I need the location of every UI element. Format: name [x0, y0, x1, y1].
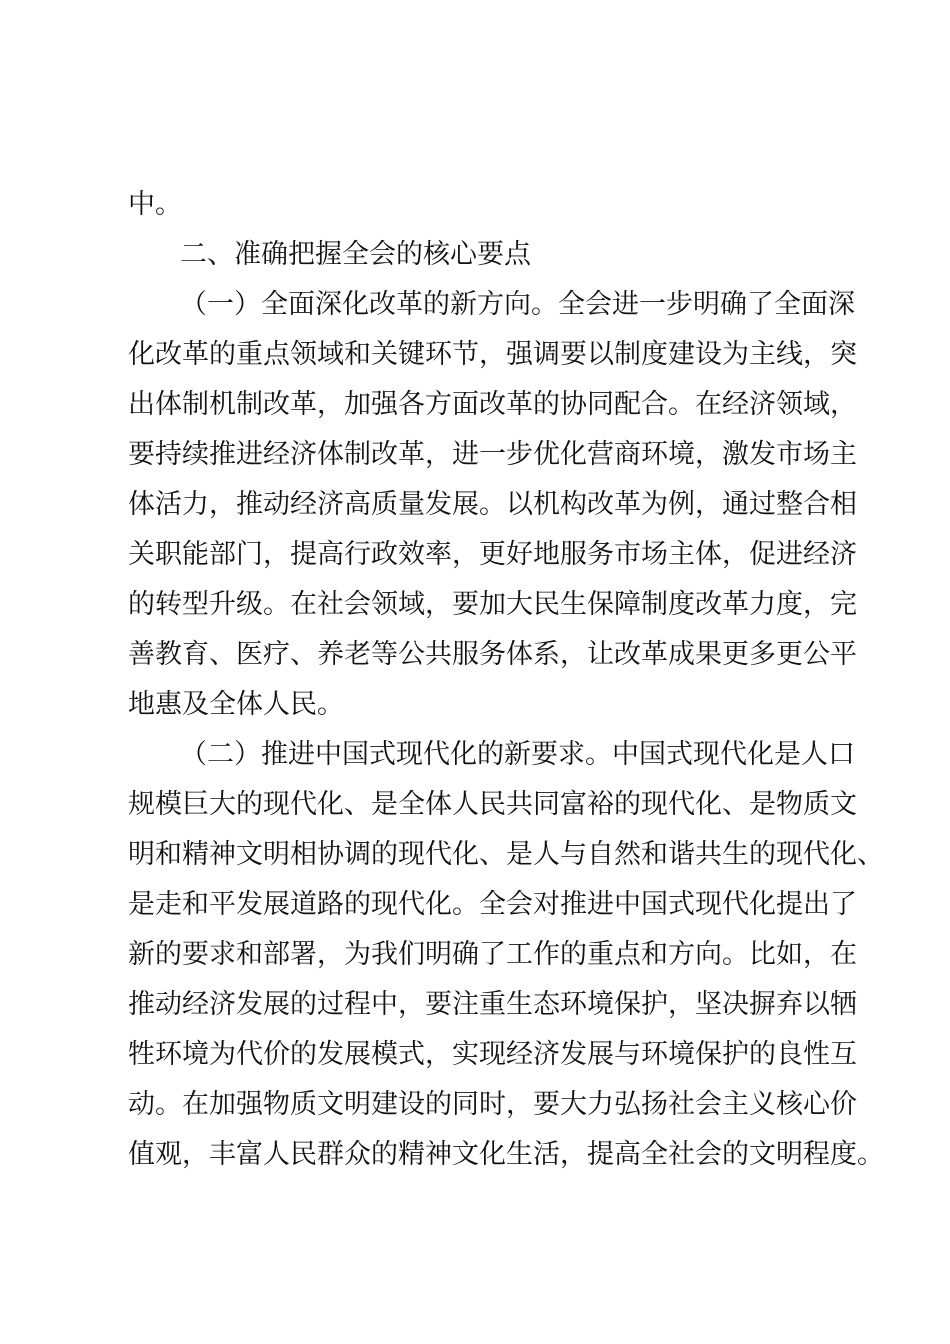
paragraph-line: 要持续推进经济体制改革，进一步优化营商环境，激发市场主 [128, 439, 857, 470]
paragraph-line: （一）全面深化改革的新方向。全会进一步明确了全面深 [180, 289, 855, 320]
paragraph-line: 是走和平发展道路的现代化。全会对推进中国式现代化提出了 [128, 889, 857, 920]
paragraph-line: 动。在加强物质文明建设的同时，要大力弘扬社会主义核心价 [128, 1089, 857, 1120]
paragraph-line: 化改革的重点领域和关键环节，强调要以制度建设为主线，突 [128, 339, 857, 370]
paragraph-line: 出体制机制改革，加强各方面改革的协同配合。在经济领域， [128, 389, 857, 420]
paragraph-line: 善教育、医疗、养老等公共服务体系，让改革成果更多更公平 [128, 639, 857, 670]
paragraph-line: 的转型升级。在社会领域，要加大民生保障制度改革力度，完 [128, 589, 857, 620]
paragraph-line: （二）推进中国式现代化的新要求。中国式现代化是人口 [180, 739, 855, 770]
section-heading: 二、准确把握全会的核心要点 [180, 239, 531, 270]
paragraph-line: 规模巨大的现代化、是全体人民共同富裕的现代化、是物质文 [128, 789, 857, 820]
paragraph-line: 体活力，推动经济高质量发展。以机构改革为例，通过整合相 [128, 489, 857, 520]
paragraph-line: 关职能部门，提高行政效率，更好地服务市场主体，促进经济 [128, 539, 857, 570]
paragraph-line: 值观，丰富人民群众的精神文化生活，提高全社会的文明程度。 [128, 1139, 884, 1170]
paragraph-line: 地惠及全体人民。 [128, 689, 344, 720]
paragraph-line: 推动经济发展的过程中，要注重生态环境保护，坚决摒弃以牺 [128, 989, 857, 1020]
paragraph-continuation: 中。 [128, 189, 182, 220]
paragraph-line: 明和精神文明相协调的现代化、是人与自然和谐共生的现代化、 [128, 839, 884, 870]
paragraph-line: 新的要求和部署，为我们明确了工作的重点和方向。比如，在 [128, 939, 857, 970]
paragraph-line: 牲环境为代价的发展模式，实现经济发展与环境保护的良性互 [128, 1039, 857, 1070]
